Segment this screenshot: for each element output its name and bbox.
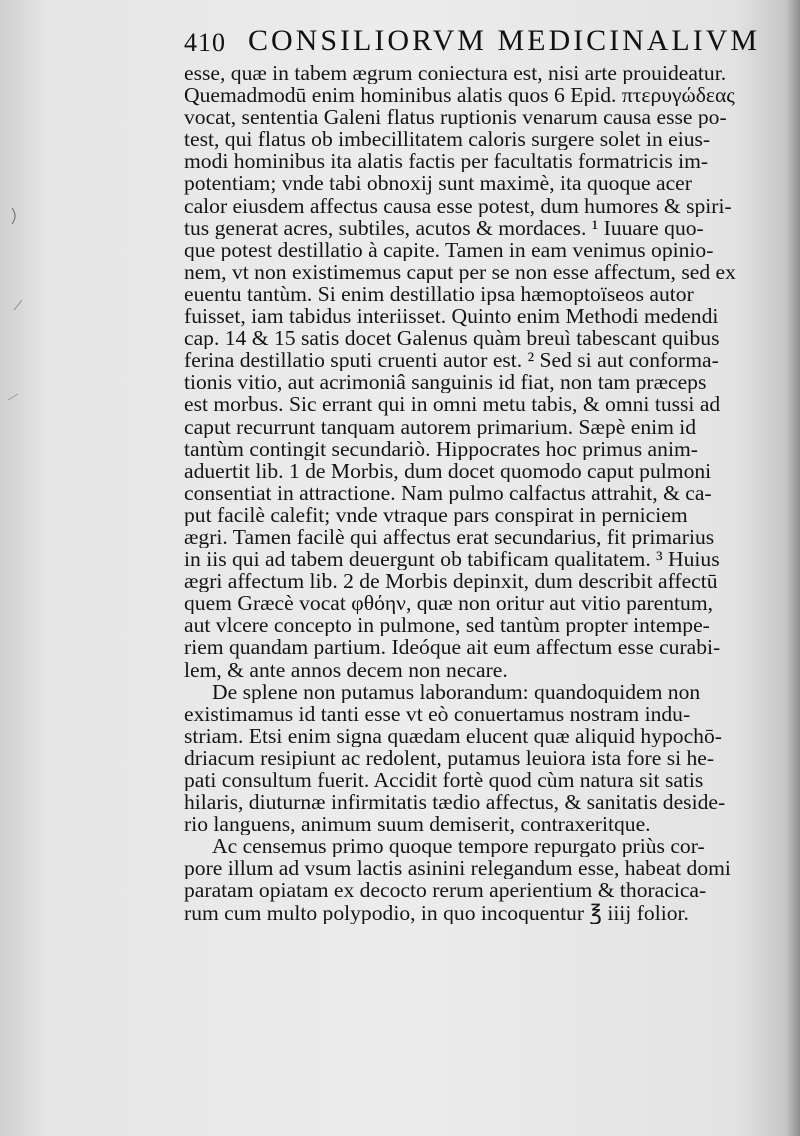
text-line: nem, vt non existimemus caput per se non esse affectum, sed ex bbox=[184, 260, 736, 283]
text-line: aduertit lib. 1 de Morbis, dum docet quomodo caput pulmoni bbox=[184, 459, 712, 482]
text-line: calor eiusdem affectus causa esse potest, dum humores & spiri- bbox=[184, 194, 732, 217]
text-line: Ac censemus primo quoque tempore repurgato priùs cor- bbox=[212, 835, 705, 858]
margin-mark bbox=[14, 300, 22, 310]
text-line: tionis vitio, aut acrimoniâ sanguinis id fiat, non tam præceps bbox=[184, 371, 707, 394]
text-line: De splene non putamus laborandum: quandoquidem non bbox=[212, 680, 701, 703]
text-line: quem Græcè vocat φθόην, quæ non oritur aut vitio parentum, bbox=[184, 592, 714, 615]
text-line: ægri. Tamen facilè qui affectus erat secundarius, fit primarius bbox=[184, 525, 715, 549]
text-line: modi hominibus ita alatis factis per facultatis formatricis im- bbox=[184, 150, 709, 173]
text-line: potentiam; vnde tabi obnoxij sunt maximè, ita quoque acer bbox=[184, 172, 692, 195]
text-line: est morbus. Sic errant qui in omni metu tabis, & omni tussi ad bbox=[184, 393, 721, 416]
text-line: caput recurrunt tanquam autorem primarium. Sæpè enim id bbox=[184, 415, 697, 438]
page-number: 410 bbox=[184, 28, 226, 57]
body-text bbox=[184, 62, 790, 924]
text-line: tus generat acres, subtiles, acutos & mordaces. ¹ Iuuare quo- bbox=[184, 216, 704, 239]
text-line: ægri affectum lib. 2 de Morbis depinxit, dum describit affectū bbox=[184, 570, 718, 593]
text-line: cap. 14 & 15 satis docet Galenus quàm breuì tabescant quibus bbox=[184, 327, 720, 350]
text-line: esse, quæ in tabem ægrum coniectura est, nisi arte prouideatur. bbox=[184, 62, 727, 85]
text-line: in iis qui ad tabem deuergunt ob tabificam qualitatem. ³ Huius bbox=[184, 548, 720, 571]
text-line: aut vlcere concepto in pulmone, sed tantùm propter intempe- bbox=[184, 614, 710, 637]
text-line: lem, & ante annos decem non necare. bbox=[184, 658, 508, 681]
text-line: hilaris, diuturnæ infirmitatis tædio affectus, & sanitatis deside- bbox=[184, 791, 726, 814]
text-line: consentiat in attractione. Nam pulmo calfactus attrahit, & ca- bbox=[184, 481, 712, 504]
text-line: ferina destillatio sputi cruenti autor est. ² Sed si aut conforma- bbox=[184, 349, 719, 372]
text-line: rum cum multo polypodio, in quo incoquentur ℥ iiij folior. bbox=[184, 901, 689, 924]
text-line: tantùm contingit secundariò. Hippocrates hoc primus anim- bbox=[184, 437, 698, 460]
text-line: pore illum ad vsum lactis asinini relegandum esse, habeat domi bbox=[184, 857, 731, 880]
text-line: Quemadmodū enim hominibus alatis quos 6 Epid. πτερυγώδεας bbox=[184, 84, 735, 107]
text-line: existimamus id tanti esse vt eò conuertamus nostram indu- bbox=[184, 702, 691, 725]
margin-mark bbox=[12, 208, 15, 224]
text-line: euentu tantùm. Si enim destillatio ipsa hæmoptoïseos autor bbox=[184, 282, 694, 306]
text-line: paratam opiatam ex decocto rerum aperientium & thoracica- bbox=[184, 879, 707, 902]
text-line: vocat, sententia Galeni flatus ruptionis venarum causa esse po- bbox=[184, 106, 727, 129]
text-line: rio languens, animum suum demiserit, contraxeritque. bbox=[184, 813, 651, 836]
margin-mark bbox=[8, 394, 18, 400]
text-line: fuisset, iam tabidus interiisset. Quinto enim Methodi medendi bbox=[184, 305, 719, 328]
text-line: put facilè calefit; vnde vtraque pars conspirat in perniciem bbox=[184, 503, 688, 526]
text-line: que potest destillatio à capite. Tamen in eam venimus opinio- bbox=[184, 238, 714, 261]
text-line: striam. Etsi enim signa quædam elucent quæ aliquid hypochō- bbox=[184, 724, 722, 747]
text-line: pati consultum fuerit. Accidit fortè quod cùm natura sit satis bbox=[184, 769, 704, 792]
text-line: test, qui flatus ob imbecillitatem caloris surgere solet in eius- bbox=[184, 128, 711, 151]
text-line: riem quandam partium. Ideóque ait eum affectum esse curabi- bbox=[184, 636, 721, 659]
running-title: CONSILIORVM MEDICINALIVM bbox=[248, 24, 761, 57]
text-line: driacum resipiunt ac redolent, putamus leuiora ista fore si he- bbox=[184, 746, 715, 769]
page-header bbox=[184, 22, 774, 66]
